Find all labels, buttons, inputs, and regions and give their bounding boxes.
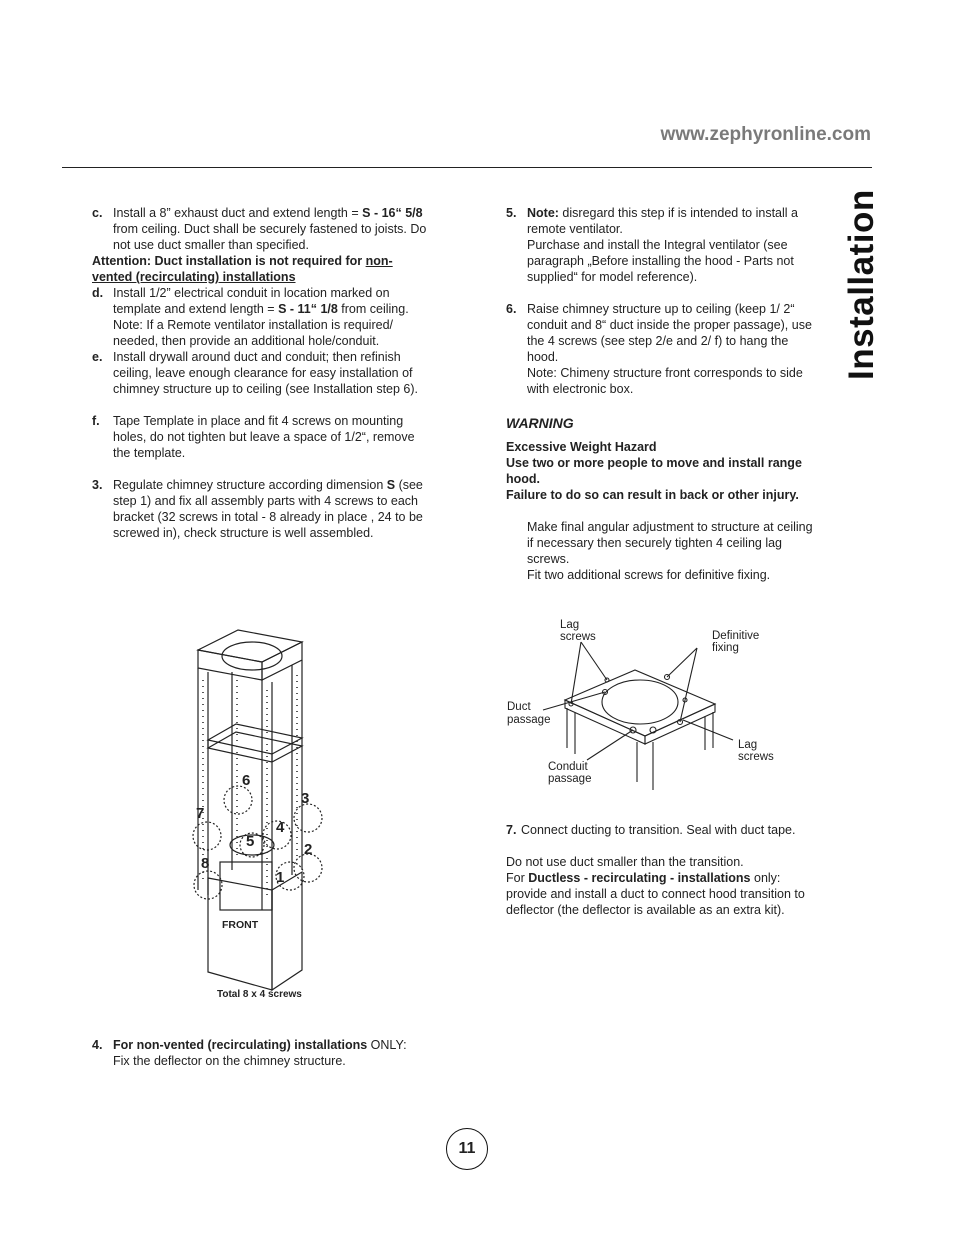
lag-screws-label-2: screws: [560, 631, 596, 643]
screw-label-5: 5: [246, 833, 255, 850]
step-5-text: disregard this step if is intended to install a remote ventilator.: [527, 206, 798, 236]
front-label: FRONT: [222, 919, 259, 931]
step-7-block: [506, 822, 816, 918]
step-3-text-end: (see step 1) and fix all assembly parts with 4 screws to each bracket (32 screws in total - 8 already in place , 24 to be screwed in), check structure is well assembled.: [113, 478, 423, 540]
step-f: [92, 413, 427, 461]
ductless-heading: Ductless - recirculating - installations: [528, 871, 751, 885]
header-rule: [62, 167, 872, 168]
step-5-note-label: Note:: [527, 206, 559, 220]
lag-screws-bottom-label-2: screws: [738, 751, 774, 763]
definitive-fixing-label-1: Definitive: [712, 630, 760, 642]
step-d-text-end: from ceiling.: [337, 302, 409, 316]
adjust-fit-text: Fit two additional screws for definitive fixing.: [527, 568, 771, 582]
screw-label-7: 7: [196, 805, 205, 822]
lag-screws-bottom-label-1: Lag: [738, 739, 758, 751]
screw-label-8: 8: [201, 855, 210, 872]
step-6-note: Note: Chimeny structure front corresponds to side with electronic box.: [527, 366, 803, 396]
step-3-dimension: S: [386, 478, 396, 492]
step-3: [92, 477, 427, 541]
attention-note: [92, 253, 427, 285]
step-3-marker: 3.: [92, 478, 103, 492]
step-6-text: Raise chimney structure up to ceiling (keep 1/ 2“ conduit and 8“ duct inside the proper passage), use the 4 screws (see step 2/e and 2/ f) to hang the hood.: [527, 302, 812, 364]
step-4-marker: 4.: [92, 1038, 103, 1052]
step-5-marker: 5.: [506, 206, 517, 220]
screw-label-1: 1: [276, 869, 285, 886]
ductless-prefix: For: [506, 871, 529, 885]
ductless-text: only: provide and install a duct to connect hood transition to deflector (the deflector is available as an extra kit).: [506, 871, 805, 917]
step-c: [92, 205, 427, 253]
ductless-note: [506, 870, 816, 918]
left-column: [92, 205, 427, 541]
warning-title: WARNING: [506, 415, 574, 431]
step-7-text: Connect ducting to transition. Seal with duct tape.: [521, 823, 796, 837]
step-e-text: Install drywall around duct and conduit; then refinish ceiling, leave enough clearance for easy installation of chimney structure up to ceiling (see Installation step 6).: [113, 350, 419, 396]
step-d-length: S - 11“ 1/8: [278, 302, 338, 316]
step-e: [92, 349, 427, 397]
definitive-fixing-label-2: fixing: [712, 642, 739, 654]
conduit-passage-label-1: Conduit: [548, 761, 588, 773]
screw-label-4: 4: [276, 819, 285, 836]
step-4-text: Fix the deflector on the chimney structure.: [113, 1054, 346, 1068]
step-e-marker: e.: [92, 350, 103, 364]
section-title: [842, 189, 882, 380]
step-4-heading: For non-vented (recirculating) installations: [113, 1038, 368, 1052]
duct-passage-label-1: Duct: [507, 701, 531, 713]
adjust-instructions: [506, 519, 816, 583]
step-c-marker: c.: [92, 206, 103, 220]
right-column: [506, 205, 816, 583]
step-5: [506, 205, 816, 285]
screw-label-3: 3: [301, 790, 310, 807]
lag-screws-label-1: Lag: [560, 619, 580, 631]
ceiling-bracket-figure: [505, 612, 795, 792]
step-c-text: Install a 8” exhaust duct and extend length =: [113, 206, 363, 220]
step-7-marker: 7.: [506, 823, 517, 837]
top-frame: [198, 630, 302, 662]
warning-line-1: Excessive Weight Hazard: [506, 440, 657, 454]
page-number: 11: [446, 1128, 488, 1170]
step-f-text: Tape Template in place and fit 4 screws on mounting holes, do not tighten but leave a space of 1/2“, remove the template.: [113, 414, 415, 460]
step-d-note: Note: If a Remote ventilator installation is required/ needed, then provide an additional hole/conduit.: [113, 318, 393, 348]
duct-hole: [602, 680, 678, 724]
conduit-passage-label-2: passage: [548, 773, 592, 785]
adjust-text: Make final angular adjustment to structure at ceiling if necessary then securely tighten 4 ceiling lag screws.: [527, 520, 813, 566]
attention-underlined: non-vented (recirculating) installations: [92, 254, 393, 284]
screw-label-6: 6: [242, 772, 251, 789]
step-f-marker: f.: [92, 414, 100, 428]
step-6-marker: 6.: [506, 302, 517, 316]
section-title-text: Installation: [842, 189, 881, 380]
step-d: [92, 285, 427, 349]
figure-caption: Total 8 x 4 screws: [217, 989, 302, 1000]
duct-passage-label-2: passage: [507, 714, 551, 726]
step-c-length: S - 16“ 5/8: [362, 206, 423, 220]
step-d-text: Install 1/2” electrical conduit in location marked on template and extend length =: [113, 286, 390, 316]
step-5-purchase: Purchase and install the Integral ventilator (see paragraph „Before installing the hood - Parts not supplied“ for model reference).: [527, 238, 794, 284]
step-d-marker: d.: [92, 286, 104, 300]
warning-line-2: Use two or more people to move and install range hood.: [506, 456, 802, 486]
step-3-text: Regulate chimney structure according dimension: [113, 478, 387, 492]
chimney-structure-figure: [180, 620, 350, 1010]
step-4: [92, 1037, 442, 1069]
step-c-text-end: from ceiling. Duct shall be securely fastened to joists. Do not use duct smaller than specified.: [113, 222, 427, 252]
website-url: www.zephyronline.com: [660, 124, 871, 145]
warning-line-3: Failure to do so can result in back or other injury.: [506, 488, 799, 502]
attention-text: Attention: Duct installation is not required for: [92, 254, 366, 268]
screw-label-2: 2: [304, 841, 313, 858]
step-4-only: ONLY:: [367, 1038, 407, 1052]
step-6: [506, 301, 816, 397]
step-7: [506, 822, 816, 838]
duct-size-note: Do not use duct smaller than the transition.: [506, 855, 744, 869]
